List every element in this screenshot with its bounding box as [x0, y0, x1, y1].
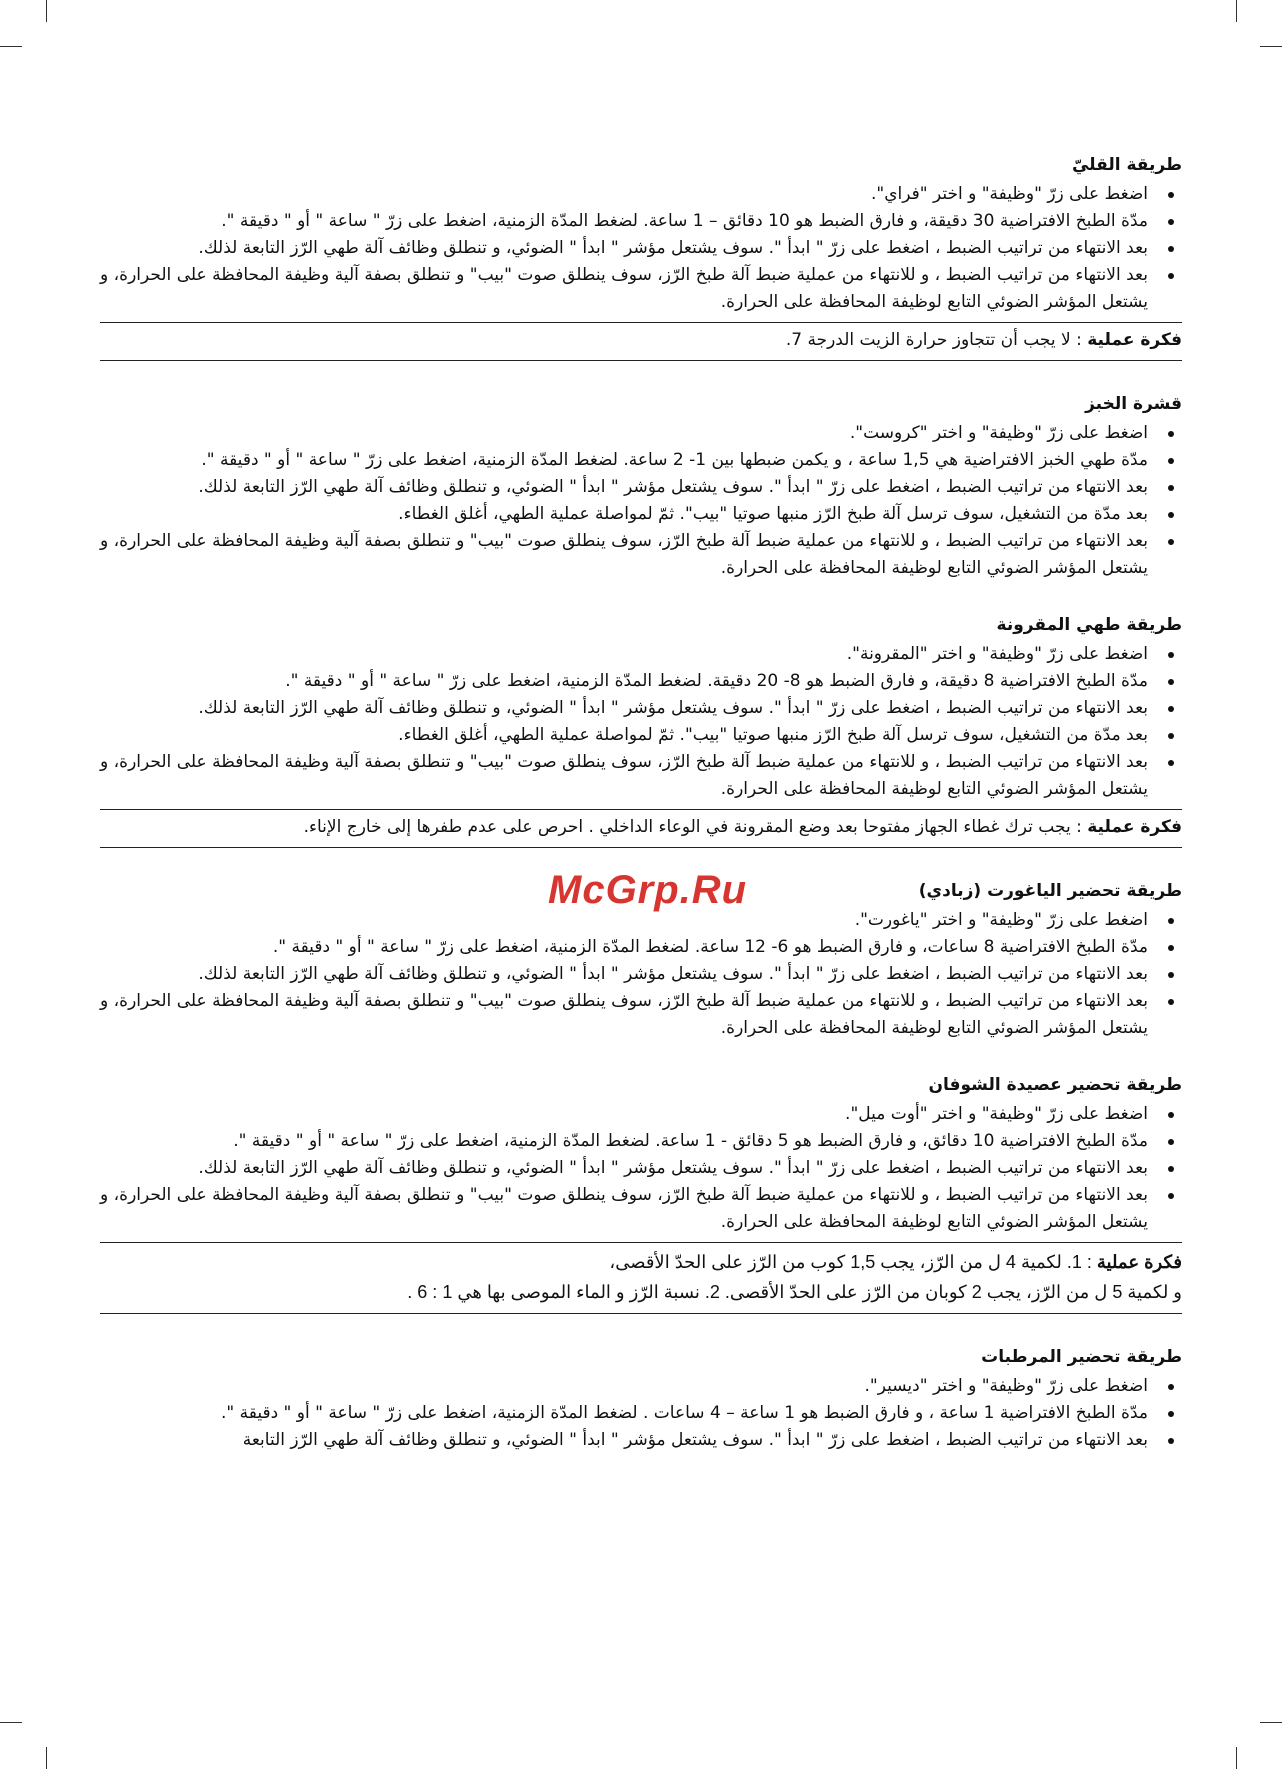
step-item: مدّة الطبخ الافتراضية 1 ساعة ، و فارق الضبط هو 1 ساعة – 4 ساعات . لضغط المدّة الزمنية، اضغط على زرّ " ساعة " أو " دقيقة ".	[100, 1400, 1182, 1427]
step-item: مدّة الطبخ الافتراضية 10 دقائق، و فارق الضبط هو 5 دقائق - 1 ساعة. لضغط المدّة الزمنية، اضغط على زرّ " ساعة " أو " دقيقة ".	[100, 1128, 1182, 1155]
step-item: مدّة الطبخ الافتراضية 30 دقيقة، و فارق الضبط هو 10 دقائق – 1 ساعة. لضغط المدّة الزمنية، اضغط على زرّ " ساعة " أو " دقيقة ".	[100, 208, 1182, 235]
step-item: مدّة الطبخ الافتراضية 8 دقيقة، و فارق الضبط هو 8- 20 دقيقة. لضغط المدّة الزمنية، اضغط على زرّ " ساعة " أو " دقيقة ".	[100, 668, 1182, 695]
tip-label: فكرة عملية	[1087, 817, 1182, 837]
crop-mark	[1236, 1747, 1237, 1769]
crop-mark	[46, 1747, 47, 1769]
step-item: مدّة الطبخ الافتراضية 8 ساعات، و فارق الضبط هو 6- 12 ساعة. لضغط المدّة الزمنية، اضغط على زرّ " ساعة " أو " دقيقة ".	[100, 934, 1182, 961]
step-item: اضغط على زرّ "وظيفة" و اختر "ياغورت".	[100, 907, 1182, 934]
section-title: قشرة الخبز	[1085, 394, 1182, 414]
step-item: بعد الانتهاء من تراتيب الضبط ، و للانتهاء من عملية ضبط آلة طبخ الرّز، سوف ينطلق صوت "بيب" و تنطلق بصفة آلية وظيفة المحافظة على الحرارة، و يشتعل المؤشر الضوئي التابع لوظيفة المحافظة على الحرارة.	[100, 262, 1182, 316]
step-item: اضغط على زرّ "وظيفة" و اختر "أوت ميل".	[100, 1101, 1182, 1128]
step-item: بعد الانتهاء من تراتيب الضبط ، اضغط على زرّ " ابدأ ". سوف يشتعل مؤشر " ابدأ " الضوئي، و تنطلق وظائف آلة طهي الرّز التابعة لذلك.	[100, 961, 1182, 988]
step-list	[100, 420, 1182, 582]
step-item: بعد مدّة من التشغيل، سوف ترسل آلة طبخ الرّز منبها صوتيا "بيب". ثمّ لمواصلة عملية الطهي، أغلق الغطاء.	[100, 722, 1182, 749]
step-list	[100, 1373, 1182, 1454]
step-list	[100, 907, 1182, 1042]
step-item: بعد الانتهاء من تراتيب الضبط ، اضغط على زرّ " ابدأ ". سوف يشتعل مؤشر " ابدأ " الضوئي، و تنطلق وظائف آلة طهي الرّز التابعة	[100, 1427, 1182, 1454]
instruction-section	[100, 1344, 1182, 1454]
practical-tip	[100, 1242, 1182, 1314]
step-item: اضغط على زرّ "وظيفة" و اختر "ديسير".	[100, 1373, 1182, 1400]
section-title: طريقة تحضير المرطبات	[981, 1347, 1182, 1367]
watermark: McGrp.Ru	[548, 868, 748, 912]
tip-label: فكرة عملية	[1096, 1252, 1182, 1272]
crop-mark	[1260, 46, 1282, 47]
tip-text: : لا يجب أن تتجاوز حرارة الزيت الدرجة 7.	[785, 330, 1088, 350]
step-item: بعد الانتهاء من تراتيب الضبط ، اضغط على زرّ " ابدأ ". سوف يشتعل مؤشر " ابدأ " الضوئي، و تنطلق وظائف آلة طهي الرّز التابعة لذلك.	[100, 1155, 1182, 1182]
crop-mark	[1236, 0, 1237, 22]
tip-line	[100, 1277, 1182, 1307]
tip-line	[100, 327, 1182, 354]
section-spacer	[100, 361, 1182, 391]
section-title: طريقة طهي المقرونة	[996, 615, 1182, 635]
crop-mark	[1260, 1722, 1282, 1723]
section-title: طريقة القليّ	[1071, 155, 1182, 175]
instruction-section	[100, 612, 1182, 848]
step-item: بعد الانتهاء من تراتيب الضبط ، اضغط على زرّ " ابدأ ". سوف يشتعل مؤشر " ابدأ " الضوئي، و تنطلق وظائف آلة طهي الرّز التابعة لذلك.	[100, 235, 1182, 262]
step-item: بعد الانتهاء من تراتيب الضبط ، اضغط على زرّ " ابدأ ". سوف يشتعل مؤشر " ابدأ " الضوئي، و تنطلق وظائف آلة طهي الرّز التابعة لذلك.	[100, 695, 1182, 722]
step-item: اضغط على زرّ "وظيفة" و اختر "كروست".	[100, 420, 1182, 447]
step-item: بعد الانتهاء من تراتيب الضبط ، اضغط على زرّ " ابدأ ". سوف يشتعل مؤشر " ابدأ " الضوئي، و تنطلق وظائف آلة طهي الرّز التابعة لذلك.	[100, 474, 1182, 501]
crop-mark	[46, 0, 47, 22]
step-list	[100, 641, 1182, 803]
tip-text: : 1. لكمية 4 ل من الرّز، يجب 1,5 كوب من الرّز على الحدّ الأقصى،	[609, 1252, 1097, 1272]
tip-line	[100, 1247, 1182, 1277]
section-spacer	[100, 1314, 1182, 1344]
step-item: بعد الانتهاء من تراتيب الضبط ، و للانتهاء من عملية ضبط آلة طبخ الرّز، سوف ينطلق صوت "بيب" و تنطلق بصفة آلية وظيفة المحافظة على الحرارة، و يشتعل المؤشر الضوئي التابع لوظيفة المحافظة على الحرارة.	[100, 988, 1182, 1042]
section-title: طريقة تحضير الياغورت (زبادي)	[918, 881, 1182, 901]
instruction-section	[100, 1072, 1182, 1314]
instruction-section	[100, 152, 1182, 361]
step-item: مدّة طهي الخبز الافتراضية هي 1,5 ساعة ، و يكمن ضبطها بين 1- 2 ساعة. لضغط المدّة الزمنية، اضغط على زرّ " ساعة " أو " دقيقة ".	[100, 447, 1182, 474]
step-item: اضغط على زرّ "وظيفة" و اختر "فراي".	[100, 181, 1182, 208]
manual-page	[100, 152, 1182, 1454]
step-item: بعد مدّة من التشغيل، سوف ترسل آلة طبخ الرّز منبها صوتيا "بيب". ثمّ لمواصلة عملية الطهي، أغلق الغطاء.	[100, 501, 1182, 528]
tip-text: : يجب ترك غطاء الجهاز مفتوحا بعد وضع المقرونة في الوعاء الداخلي . احرص على عدم طفرها إلى خارج الإناء.	[303, 817, 1088, 837]
practical-tip	[100, 322, 1182, 361]
step-item: بعد الانتهاء من تراتيب الضبط ، و للانتهاء من عملية ضبط آلة طبخ الرّز، سوف ينطلق صوت "بيب" و تنطلق بصفة آلية وظيفة المحافظة على الحرارة، و يشتعل المؤشر الضوئي التابع لوظيفة المحافظة على الحرارة.	[100, 749, 1182, 803]
tip-text: و لكمية 5 ل من الرّز، يجب 2 كوبان من الرّز على الحدّ الأقصى. 2. نسبة الرّز و الماء الموصى بها هي 1 : 6 .	[407, 1282, 1182, 1302]
step-item: اضغط على زرّ "وظيفة" و اختر "المقرونة".	[100, 641, 1182, 668]
tip-label: فكرة عملية	[1087, 330, 1182, 350]
crop-mark	[0, 1722, 22, 1723]
section-spacer	[100, 582, 1182, 612]
step-item: بعد الانتهاء من تراتيب الضبط ، و للانتهاء من عملية ضبط آلة طبخ الرّز، سوف ينطلق صوت "بيب" و تنطلق بصفة آلية وظيفة المحافظة على الحرارة، و يشتعل المؤشر الضوئي التابع لوظيفة المحافظة على الحرارة.	[100, 528, 1182, 582]
section-title: طريقة تحضير عصيدة الشوفان	[928, 1075, 1182, 1095]
step-item: بعد الانتهاء من تراتيب الضبط ، و للانتهاء من عملية ضبط آلة طبخ الرّز، سوف ينطلق صوت "بيب" و تنطلق بصفة آلية وظيفة المحافظة على الحرارة، و يشتعل المؤشر الضوئي التابع لوظيفة المحافظة على الحرارة.	[100, 1182, 1182, 1236]
step-list	[100, 1101, 1182, 1236]
tip-line	[100, 814, 1182, 841]
practical-tip	[100, 809, 1182, 848]
section-spacer	[100, 1042, 1182, 1072]
step-list	[100, 181, 1182, 316]
instruction-section	[100, 391, 1182, 582]
crop-mark	[0, 46, 22, 47]
